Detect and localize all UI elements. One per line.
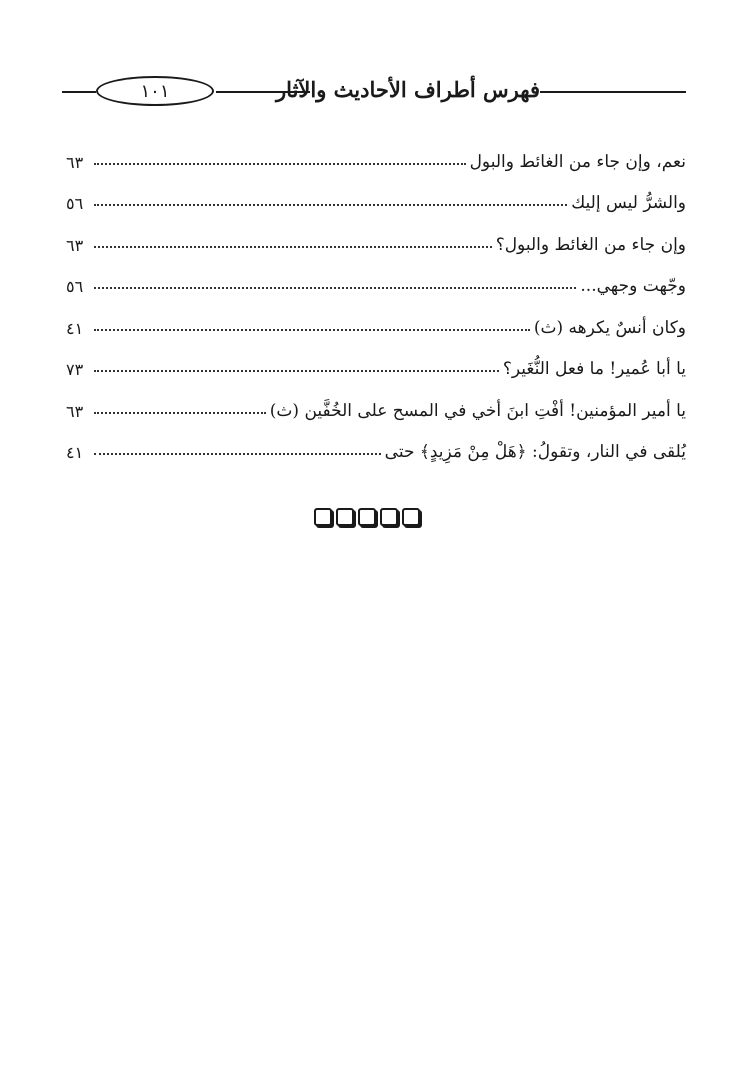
index-entry <box>66 255 686 297</box>
leader-dots <box>94 204 567 206</box>
leader-dots <box>94 329 530 331</box>
entry-page-number: ٥٦ <box>66 194 84 213</box>
entry-page-number: ٧٣ <box>66 360 84 379</box>
leader-dots <box>94 287 576 289</box>
entry-text: يُلقى في النار، وتقولُ: ﴿هَلْ مِنْ مَزِيدٍ﴾ حتى <box>384 442 686 462</box>
index-entry <box>66 130 686 172</box>
index-list <box>66 130 686 462</box>
header-rule-right <box>540 91 686 93</box>
end-of-section-marker <box>0 508 733 526</box>
leader-dots <box>94 246 492 248</box>
header-rule-left <box>62 91 96 93</box>
running-title: فهرس أطراف الأحاديث والآثار <box>276 77 540 102</box>
entry-text: نعم، وإن جاء من الغائط والبول <box>469 151 686 172</box>
entry-text: وجّهت وجهي... <box>580 276 686 296</box>
leader-dots <box>94 163 466 165</box>
leader-dots <box>94 370 499 372</box>
index-entry <box>66 421 686 463</box>
index-entry <box>66 379 686 421</box>
square-box-icon <box>380 508 398 526</box>
square-box-icon <box>336 508 354 526</box>
page-number: ١٠١ <box>140 80 170 102</box>
entry-text: والشرُّ ليس إليك <box>571 193 686 213</box>
entry-text: يا أبا عُمير! ما فعل النُّغَير؟ <box>502 359 686 379</box>
leader-dots <box>94 412 266 414</box>
index-entry <box>66 338 686 380</box>
index-entry <box>66 296 686 338</box>
entry-page-number: ٦٣ <box>66 152 84 172</box>
page-number-oval <box>96 76 214 106</box>
entry-text: وكان أنسٌ يكرهه (ث) <box>533 317 686 338</box>
index-entry <box>66 213 686 255</box>
page-header <box>62 70 686 110</box>
entry-page-number: ٥٦ <box>66 277 84 296</box>
leader-dots <box>94 453 381 455</box>
entry-page-number: ٦٣ <box>66 401 84 421</box>
entry-page-number: ٤١ <box>66 443 84 462</box>
square-box-icon <box>358 508 376 526</box>
square-box-icon <box>402 508 420 526</box>
index-entry <box>66 172 686 214</box>
square-box-icon <box>314 508 332 526</box>
entry-text: وإن جاء من الغائط والبول؟ <box>495 234 686 255</box>
entry-text: يا أمير المؤمنين! أفْتِ ابنَ أخي في المسح على الخُفَّين (ث) <box>269 400 686 421</box>
entry-page-number: ٤١ <box>66 318 84 338</box>
entry-page-number: ٦٣ <box>66 235 84 255</box>
